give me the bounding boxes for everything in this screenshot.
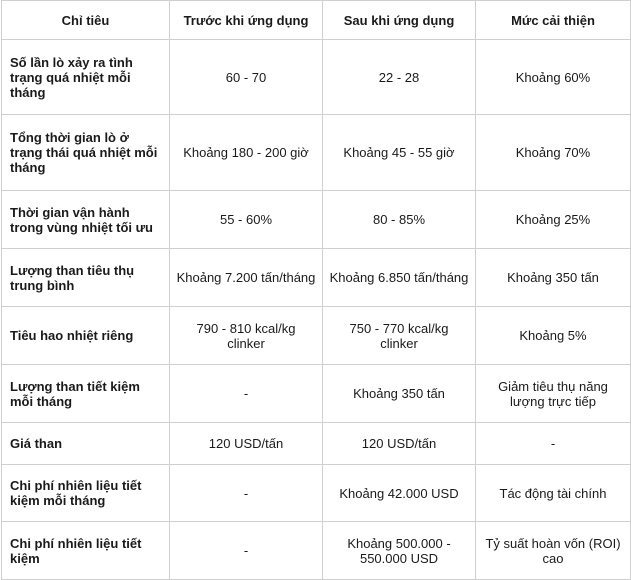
table-row — [2, 423, 631, 465]
cell-before: 790 - 810 kcal/kg clinker — [170, 307, 323, 365]
cell-after: 120 USD/tấn — [323, 423, 476, 465]
cell-improvement: Khoảng 5% — [476, 307, 631, 365]
row-label: Lượng than tiêu thụ trung bình — [2, 249, 170, 307]
table-row — [2, 365, 631, 423]
cell-improvement: Tỷ suất hoàn vốn (ROI) cao — [476, 522, 631, 580]
row-label: Chi phí nhiên liệu tiết kiệm mỗi tháng — [2, 465, 170, 522]
cell-after: Khoảng 42.000 USD — [323, 465, 476, 522]
table-row — [2, 249, 631, 307]
cell-before: - — [170, 465, 323, 522]
header-after: Sau khi ứng dụng — [323, 1, 476, 40]
cell-improvement: Khoảng 25% — [476, 191, 631, 249]
row-label: Thời gian vận hành trong vùng nhiệt tối ưu — [2, 191, 170, 249]
cell-improvement: - — [476, 423, 631, 465]
table-row — [2, 40, 631, 115]
row-label: Lượng than tiết kiệm mỗi tháng — [2, 365, 170, 423]
cell-before: Khoảng 7.200 tấn/tháng — [170, 249, 323, 307]
cell-after: 750 - 770 kcal/kg clinker — [323, 307, 476, 365]
cell-improvement: Khoảng 350 tấn — [476, 249, 631, 307]
cell-after: Khoảng 45 - 55 giờ — [323, 115, 476, 191]
cell-before: 120 USD/tấn — [170, 423, 323, 465]
table-row — [2, 307, 631, 365]
cell-after: Khoảng 500.000 - 550.000 USD — [323, 522, 476, 580]
table-header-row — [2, 1, 631, 40]
cell-before: - — [170, 522, 323, 580]
table-row — [2, 115, 631, 191]
header-before: Trước khi ứng dụng — [170, 1, 323, 40]
cell-before: - — [170, 365, 323, 423]
cell-improvement: Tác động tài chính — [476, 465, 631, 522]
row-label: Chi phí nhiên liệu tiết kiệm — [2, 522, 170, 580]
header-improvement: Mức cải thiện — [476, 1, 631, 40]
table-row — [2, 191, 631, 249]
cell-improvement: Khoảng 60% — [476, 40, 631, 115]
table-row — [2, 522, 631, 580]
table-row — [2, 465, 631, 522]
comparison-table — [1, 0, 631, 580]
cell-improvement: Khoảng 70% — [476, 115, 631, 191]
cell-after: 22 - 28 — [323, 40, 476, 115]
header-indicator: Chỉ tiêu — [2, 1, 170, 40]
row-label: Số lần lò xảy ra tình trạng quá nhiệt mỗi tháng — [2, 40, 170, 115]
cell-after: 80 - 85% — [323, 191, 476, 249]
cell-improvement: Giảm tiêu thụ năng lượng trực tiếp — [476, 365, 631, 423]
row-label: Giá than — [2, 423, 170, 465]
row-label: Tổng thời gian lò ở trạng thái quá nhiệt mỗi tháng — [2, 115, 170, 191]
cell-before: 60 - 70 — [170, 40, 323, 115]
cell-before: 55 - 60% — [170, 191, 323, 249]
cell-after: Khoảng 6.850 tấn/tháng — [323, 249, 476, 307]
cell-after: Khoảng 350 tấn — [323, 365, 476, 423]
cell-before: Khoảng 180 - 200 giờ — [170, 115, 323, 191]
row-label: Tiêu hao nhiệt riêng — [2, 307, 170, 365]
